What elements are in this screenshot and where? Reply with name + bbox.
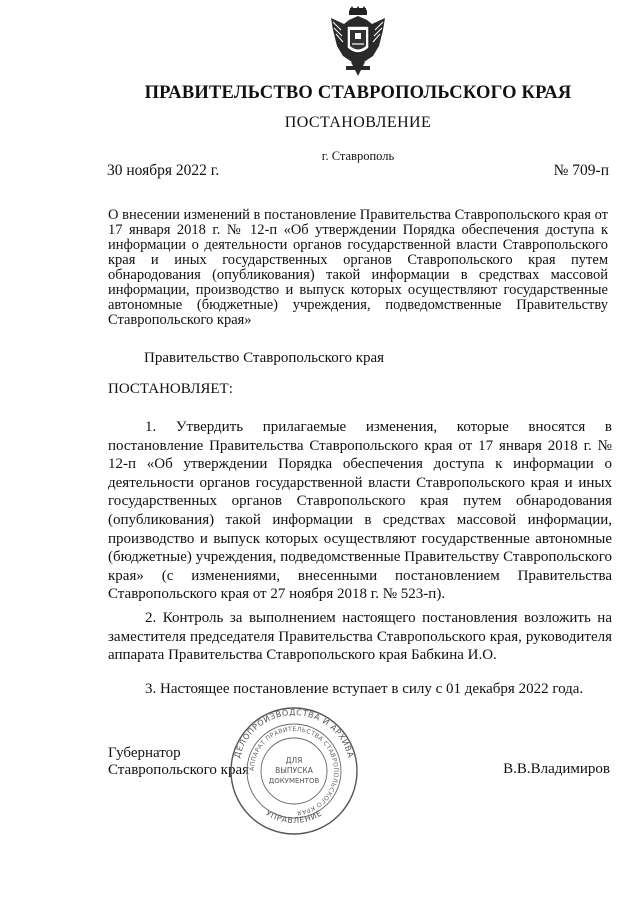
document-subject: О внесении изменений в постановление Правительства Ставропольского края от 17 января 2018 г. № 12-п «Об утверждении Порядка обеспечения доступа к информации о деятельности органов государственной власти Ставропольского края и иных государственных органов Ставропольского края путем обнародования (опубликования) такой информации в средствах массовой информации, производство и выпуск которых осуществляют государственные автономные (бюджетные) учреждения, подведомственные Правительству Ставропольского края» xyxy=(108,207,608,328)
signatory-title-line2: Ставропольского края xyxy=(108,761,249,778)
document-date: 30 ноября 2022 г. xyxy=(107,162,220,179)
city: г. Ставрополь xyxy=(321,149,395,163)
signatory-name: В.В.Владимиров xyxy=(503,761,610,777)
stamp-lower-text: УПРАВЛЕНИЕ xyxy=(264,808,324,826)
stamp-center-line1: ДЛЯ xyxy=(285,756,303,765)
stamp-inner-text: АППАРАТ ПРАВИТЕЛЬСТВА СТАВРОПОЛЬСКОГО КРАЯ xyxy=(248,725,340,816)
document-type: ПОСТАНОВЛЕНИЕ xyxy=(284,114,432,131)
paragraph-1: 1. Утвердить прилагаемые изменения, которые вносятся в постановление Правительства Ставропольского края от 17 января 2018 г. № 12-п «Об утверждении Порядка обеспечения доступа к информации о деятельности органов государственной власти Ставропольского края и иных государственных органов Ставропольского края путем обнародования (опубликования) такой информации в средствах массовой информации, производство и выпуск которых осуществляют государственные автономные (бюджетные) учреждения, подведомственные Правительству Ставропольского края» (с изменениями, внесенными постановлением Правительства Ставропольского края от 27 ноября 2018 г. № 523-п). xyxy=(108,419,612,603)
paragraph-2: 2. Контроль за выполнением настоящего постановления возложить на заместителя председателя Правительства Ставропольского края, руководителя аппарата Правительства Ставропольского края Бабкина И.О. xyxy=(108,610,612,664)
government-title: ПРАВИТЕЛЬСТВО СТАВРОПОЛЬСКОГО КРАЯ xyxy=(144,83,572,103)
signatory-title-line1: Губернатор xyxy=(108,745,181,761)
stamp-center-line3: ДОКУМЕНТОВ xyxy=(268,777,320,785)
stamp-center-line2: ВЫПУСКА xyxy=(275,766,313,775)
document-number: № 709-п xyxy=(553,162,609,179)
official-stamp xyxy=(228,705,360,837)
paragraph-3: 3. Настоящее постановление вступает в силу с 01 декабря 2022 года. xyxy=(145,681,584,697)
issuer: Правительство Ставропольского края xyxy=(144,350,385,366)
decree-word: ПОСТАНОВЛЯЕТ: xyxy=(108,381,233,397)
stamp-outer-text: ДЕЛОПРОИЗВОДСТВА И АРХИВА xyxy=(232,707,356,760)
coat-of-arms-icon xyxy=(329,6,387,78)
